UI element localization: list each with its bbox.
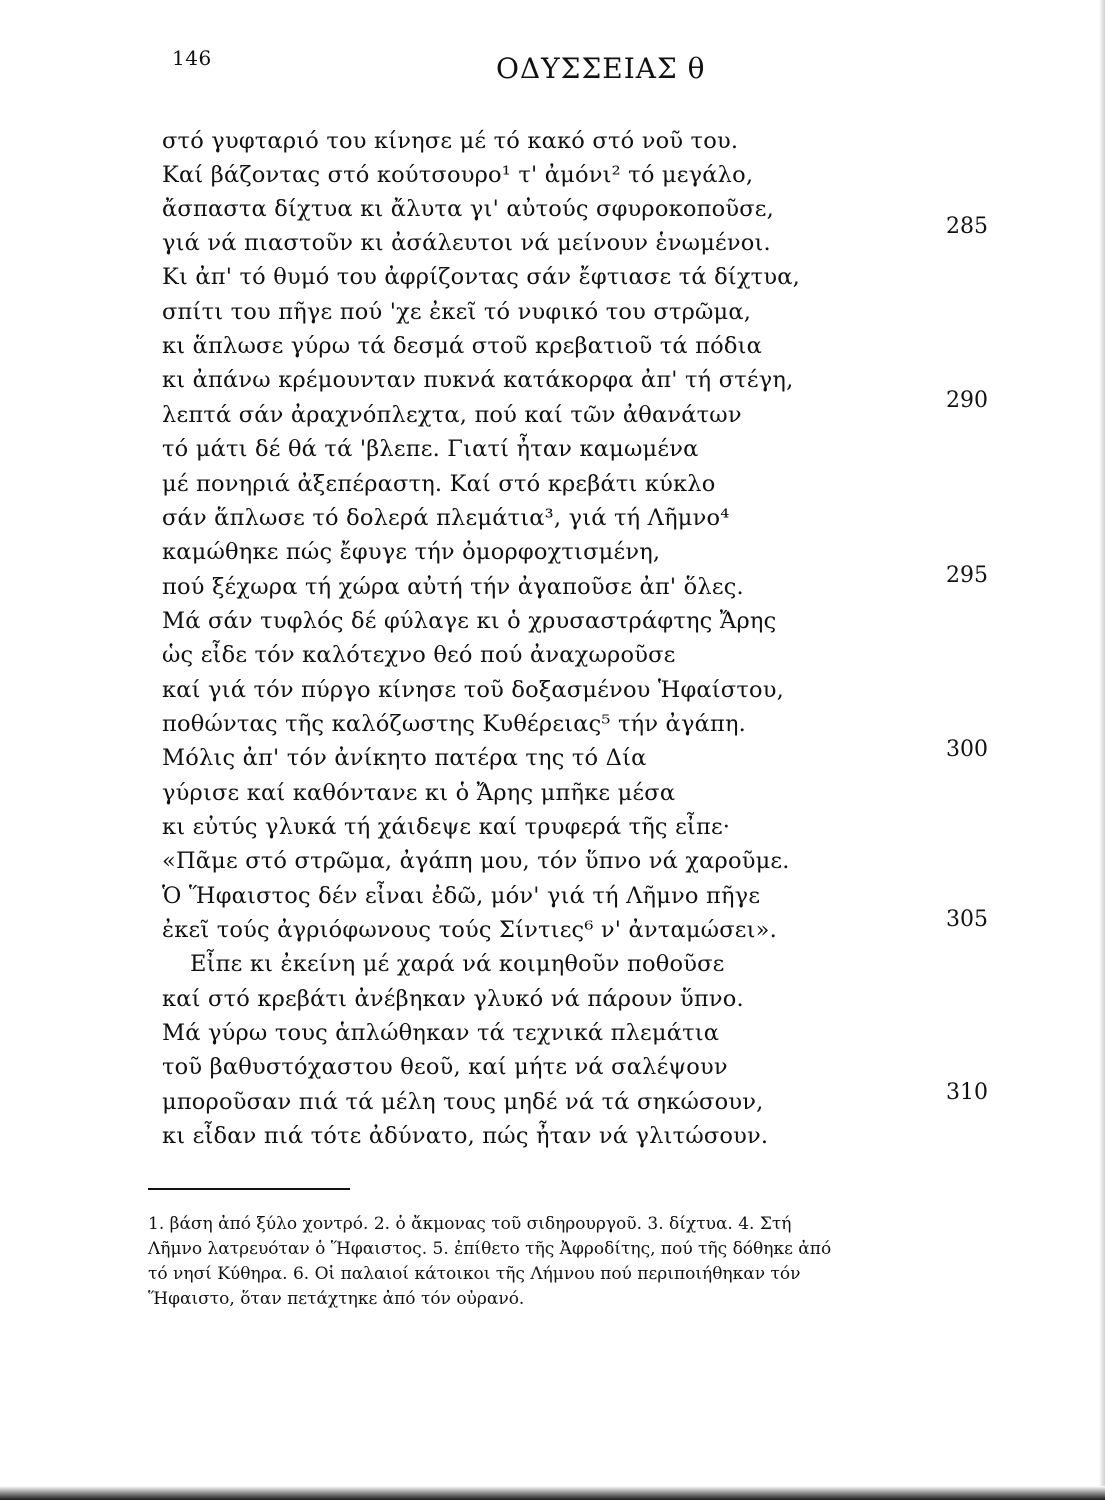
verse-line: σάν ἅπλωσε τό δολερά πλεμάτια³, γιά τή Λῆμνο⁴: [162, 505, 730, 531]
verse-line: καί γιά τόν πύργο κίνησε τοῦ δοξασμένου Ἡφαίστου,: [162, 677, 784, 703]
verse-line: ἄσπαστα δίχτυα κι ἄλυτα γι' αὐτούς σφυροκοποῦσε,: [162, 196, 774, 222]
footnotes: [148, 1212, 988, 1312]
footnote-line: 1. βάση ἀπό ξύλο χοντρό. 2. ὁ ἄκμονας τοῦ σιδηρουργοῦ. 3. δίχτυα. 4. Στή: [148, 1214, 792, 1234]
verse-line: κι ἅπλωσε γύρω τά δεσμά στοῦ κρεβατιοῦ τά πόδια: [162, 333, 763, 359]
footnote-line: Ἥφαιστο, ὅταν πετάχτηκε ἀπό τόν οὐρανό.: [148, 1289, 525, 1309]
page-title: ΟΔΥΣΣΕΙΑΣ θ: [496, 52, 706, 85]
line-number: 305: [946, 907, 988, 932]
verse-line: κι εἶδαν πιά τότε ἀδύνατο, πώς ἦταν νά γλιτώσουν.: [162, 1123, 769, 1149]
line-number: 295: [946, 563, 988, 588]
verse-line: Κι ἀπ' τό θυμό του ἀφρίζοντας σάν ἔφτιασε τά δίχτυα,: [162, 264, 800, 290]
verse-line: Καί βάζοντας στό κούτσουρο¹ τ' ἀμόνι² τό μεγάλο,: [162, 162, 754, 188]
line-number: 310: [946, 1080, 988, 1105]
footnote-line: τό νησί Κύθηρα. 6. Οἱ παλαιοί κάτοικοι τῆς Λήμνου πού περιποιήθηκαν τόν: [148, 1264, 801, 1284]
page-edge-shadow: [1099, 0, 1105, 1500]
footnote-divider: [148, 1188, 350, 1190]
verse-line: πού ξέχωρα τή χώρα αὐτή τήν ἀγαποῦσε ἀπ' ὅλες.: [162, 574, 744, 600]
verse-line: τοῦ βαθυστόχαστου θεοῦ, καί μήτε νά σαλέψουν: [162, 1054, 728, 1080]
verse-line: καί στό κρεβάτι ἀνέβηκαν γλυκό νά πάρουν ὕπνο.: [162, 986, 744, 1012]
verse-line: Ὁ Ἥφαιστος δέν εἶναι ἐδῶ, μόν' γιά τή Λῆμνο πῆγε: [162, 883, 761, 909]
verse-line: Μά γύρω τους ἁπλώθηκαν τά τεχνικά πλεμάτια: [162, 1020, 720, 1046]
verse-line: μποροῦσαν πιά τά μέλη τους μηδέ νά τά σηκώσουν,: [162, 1089, 764, 1115]
line-number: 300: [946, 737, 988, 762]
verse-line: ἐκεῖ τούς ἀγριόφωνους τούς Σίντιες⁶ ν' ἀνταμώσει».: [162, 917, 777, 943]
verse-line: ποθώντας τῆς καλόζωστης Κυθέρειας⁵ τήν ἀγάπη.: [162, 711, 747, 737]
verse-line: λεπτά σάν ἀραχνόπλεχτα, πού καί τῶν ἀθανάτων: [162, 402, 742, 428]
page-number: 146: [172, 46, 212, 70]
verse-line: «Πᾶμε στό στρῶμα, ἀγάπη μου, τόν ὕπνο νά χαροῦμε.: [162, 848, 790, 874]
verse-line: ὡς εἶδε τόν καλότεχνο θεό πού ἀναχωροῦσε: [162, 642, 676, 668]
scan-bottom-band: [0, 1486, 1105, 1500]
verse-line: τό μάτι δέ θά τά 'βλεπε. Γιατί ἦταν καμωμένα: [162, 436, 699, 462]
verse-line: σπίτι του πῆγε πού 'χε ἐκεῖ τό νυφικό του στρῶμα,: [162, 299, 752, 325]
line-number: 290: [946, 388, 988, 413]
verse-line: Μά σάν τυφλός δέ φύλαγε κι ὁ χρυσαστράφτης Ἄρης: [162, 608, 777, 634]
verse-line: κι ἀπάνω κρέμουνταν πυκνά κατάκορφα ἀπ' τή στέγη,: [162, 367, 794, 393]
verse-line: κι εὐτύς γλυκά τή χάιδεψε καί τρυφερά τῆς εἶπε·: [162, 814, 731, 840]
verse-line: Εἶπε κι ἐκείνη μέ χαρά νά κοιμηθοῦν ποθοῦσε: [190, 951, 725, 977]
verse-line: γιά νά πιαστοῦν κι ἀσάλευτοι νά μείνουν ἑνωμένοι.: [162, 230, 771, 256]
footnote-line: Λῆμνο λατρευόταν ὁ Ἥφαιστος. 5. ἐπίθετο τῆς Ἀφροδίτης, πού τῆς δόθηκε ἀπό: [148, 1239, 832, 1259]
verse-line: στό γυφταριό του κίνησε μέ τό κακό στό νοῦ του.: [162, 128, 739, 154]
verse-line: μέ πονηριά ἀξεπέραστη. Καί στό κρεβάτι κύκλο: [162, 471, 716, 497]
line-number: 285: [946, 214, 988, 239]
verse-line: γύρισε καί καθόντανε κι ὁ Ἄρης μπῆκε μέσα: [162, 780, 676, 806]
verse-line: Μόλις ἀπ' τόν ἀνίκητο πατέρα της τό Δία: [162, 745, 647, 771]
verse-line: καμώθηκε πώς ἔφυγε τήν ὀμορφοχτισμένη,: [162, 539, 661, 565]
